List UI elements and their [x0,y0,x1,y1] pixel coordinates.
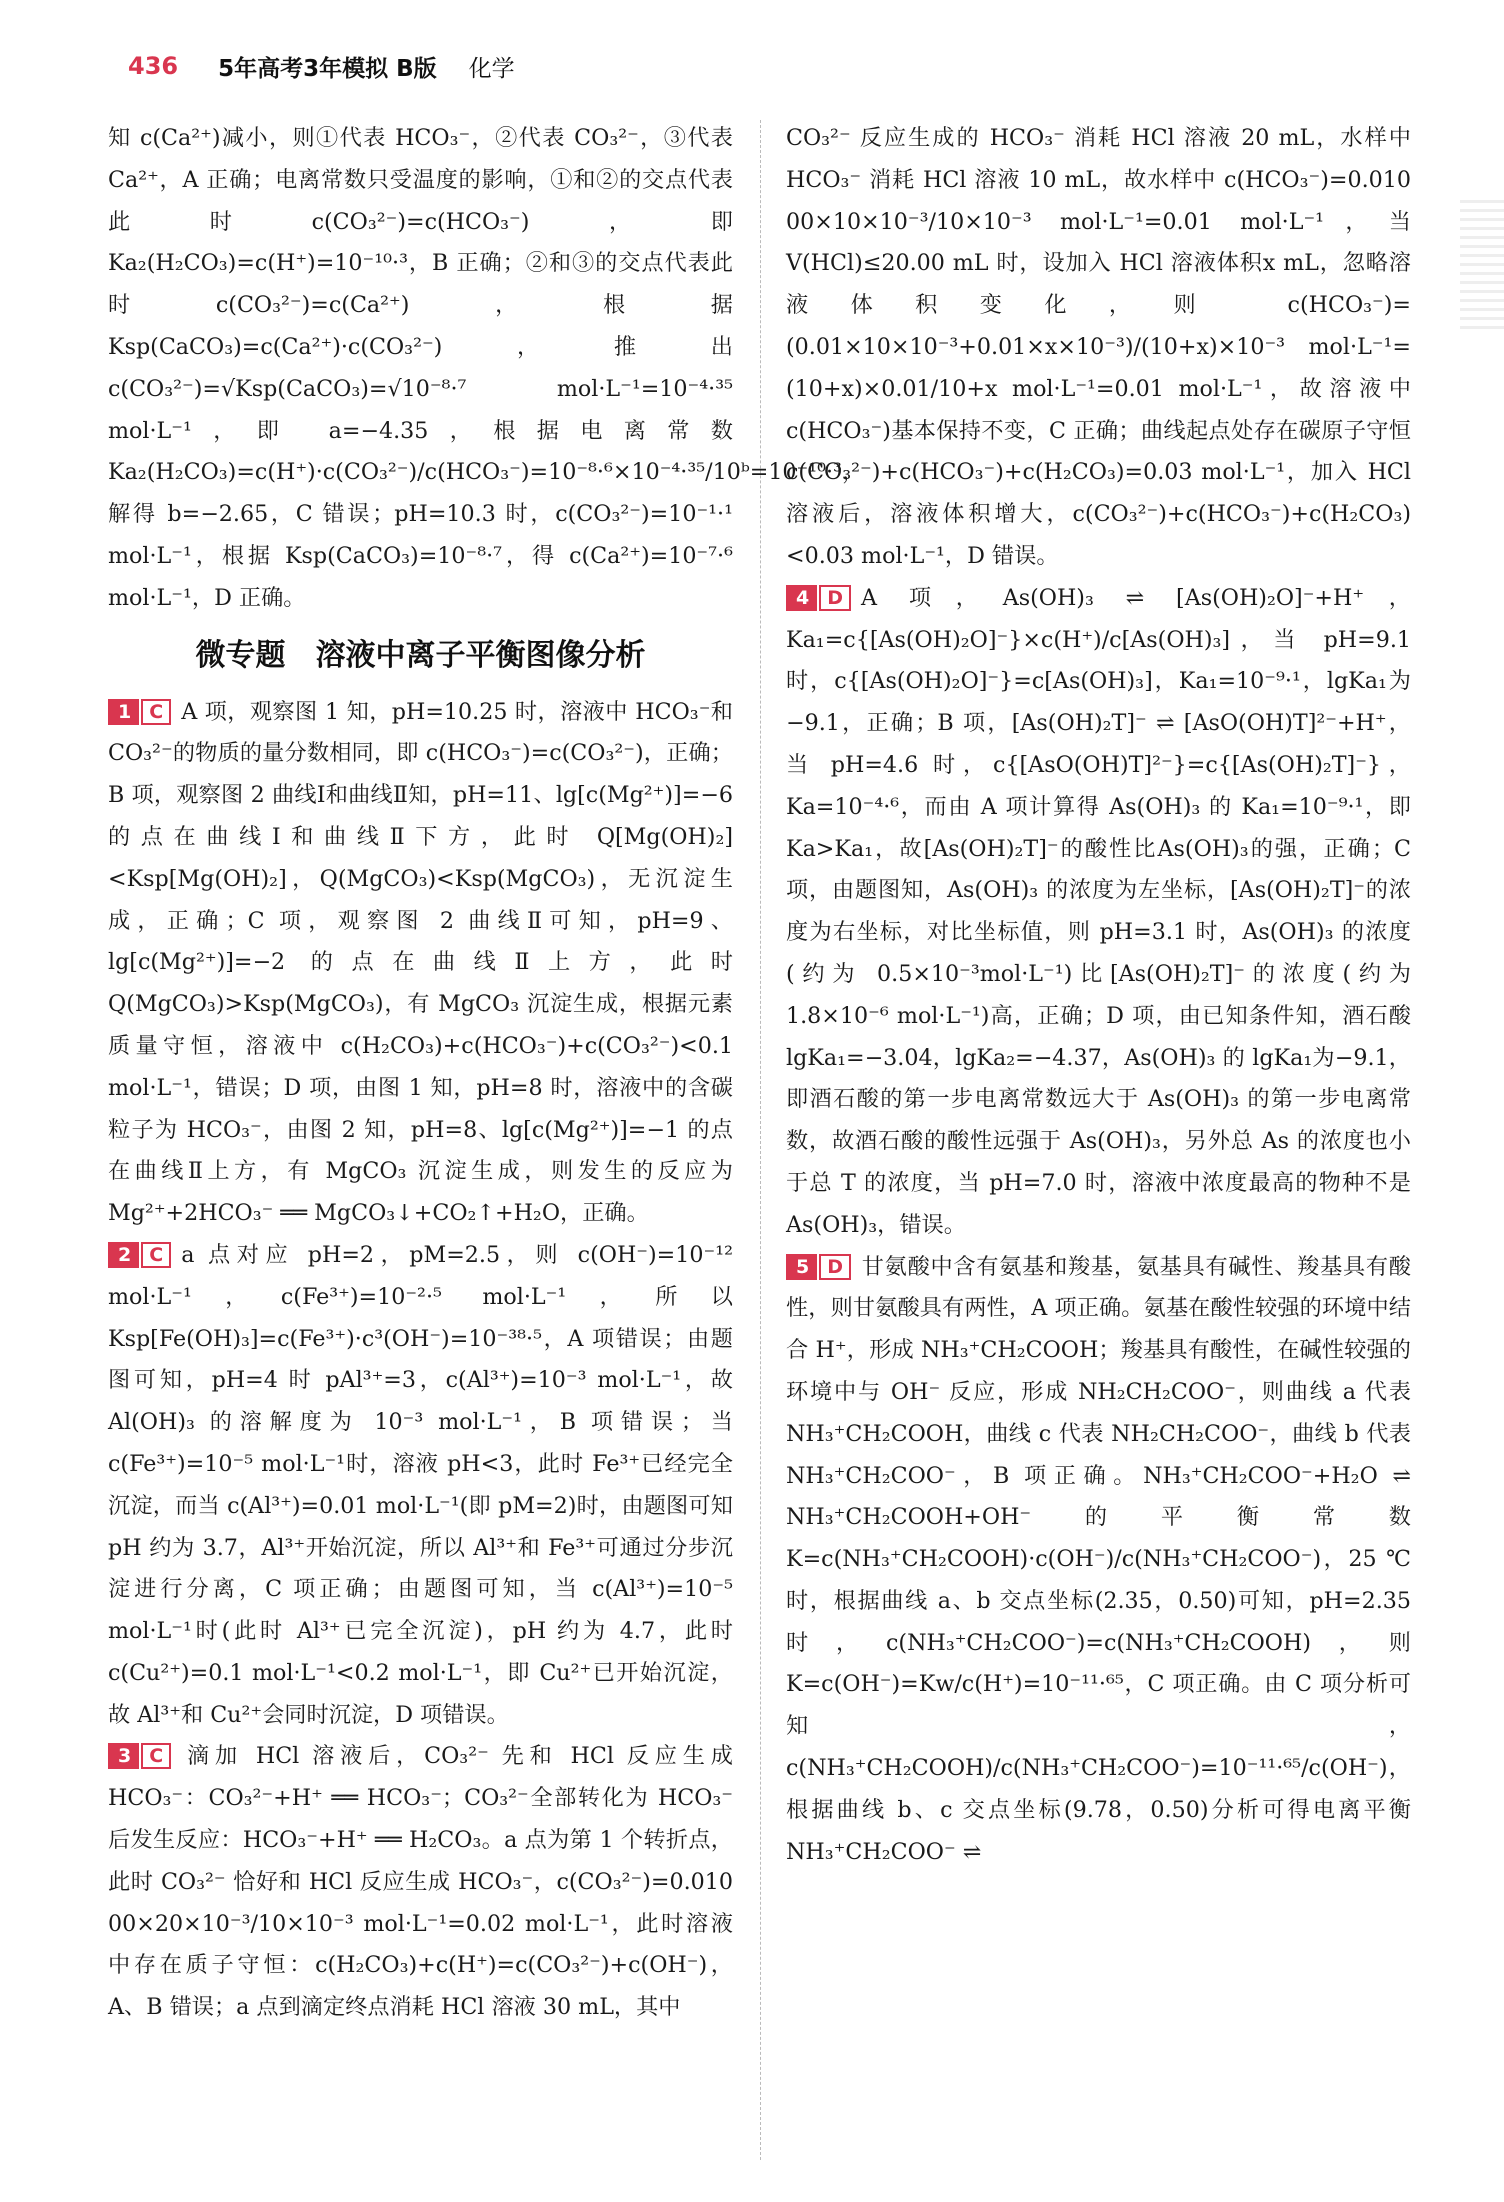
continued-answer-text: 知 c(Ca²⁺)减小，则①代表 HCO₃⁻，②代表 CO₃²⁻，③代表 Ca²⁺，A 正确；电离常数只受温度的影响，①和②的交点代表此时c(CO₃²⁻)=c(HCO₃⁻)，即Ka₂(H₂CO₃)=c(H⁺)=10⁻¹⁰·³，B 正确；②和③的交点代表此时c(CO₃²⁻)=c(Ca²⁺)，根据 Ksp(CaCO₃)=c(Ca²⁺)·c(CO₃²⁻)，推出 c(CO₃²⁻)=√Ksp(CaCO₃)=√10⁻⁸·⁷ mol·L⁻¹=10⁻⁴·³⁵ mol·L⁻¹，即 a=−4.35，根据电离常数 Ka₂(H₂CO₃)=c(H⁺)·c(CO₃²⁻)/c(HCO₃⁻)=10⁻⁸·⁶×10⁻⁴·³⁵/10ᵇ=10⁻¹⁰·³，解得 b=−2.65，C 错误；pH=10.3 时，c(CO₃²⁻)=10⁻¹·¹ mol·L⁻¹，根据 Ksp(CaCO₃)=10⁻⁸·⁷，得 c(Ca²⁺)=10⁻⁷·⁶ mol·L⁻¹，D 正确。 [108,125,865,611]
answer-1-text: A 项，观察图 1 知，pH=10.25 时，溶液中 HCO₃⁻和 CO₃²⁻的物质的量分数相同，即 c(HCO₃⁻)=c(CO₃²⁻)，正确；B 项，观察图 2 曲线Ⅰ和曲线Ⅱ知，pH=11、lg[c(Mg²⁺)]=−6 的点在曲线Ⅰ和曲线Ⅱ下方，此时 Q[Mg(OH)₂]<Ksp[Mg(OH)₂]，Q(MgCO₃)<Ksp(MgCO₃)，无沉淀生成，正确；C 项，观察图 2 曲线Ⅱ可知，pH=9、lg[c(Mg²⁺)]=−2 的点在曲线Ⅱ上方，此时 Q(MgCO₃)>Ksp(MgCO₃)，有 MgCO₃ 沉淀生成，根据元素质量守恒，溶液中 c(H₂CO₃)+c(HCO₃⁻)+c(CO₃²⁻)<0.1 mol·L⁻¹，错误；D 项，由图 1 知，pH=8 时，溶液中的含碳粒子为 HCO₃⁻，由图 2 知，pH=8、lg[c(Mg²⁺)]=−1 的点在曲线Ⅱ上方，有 MgCO₃ 沉淀生成，则发生的反应为 Mg²⁺+2HCO₃⁻ ══ MgCO₃↓+CO₂↑+H₂O，正确。 [108,698,733,1227]
answer-4-text: A 项，As(OH)₃ ⇌ [As(OH)₂O]⁻+H⁺，Ka₁=c{[As(OH)₂O]⁻}×c(H⁺)/c[As(OH)₃]，当 pH=9.1 时，c{[As(OH)₂O]⁻}=c[As(OH)₃]，Ka₁=10⁻⁹·¹，lgKa₁为−9.1，正确；B 项，[As(OH)₂T]⁻ ⇌ [AsO(OH)T]²⁻+H⁺，当 pH=4.6 时，c{[AsO(OH)T]²⁻}=c{[As(OH)₂T]⁻}，Ka=10⁻⁴·⁶，而由 A 项计算得 As(OH)₃ 的 Ka₁=10⁻⁹·¹，即 Ka>Ka₁，故[As(OH)₂T]⁻的酸性比As(OH)₃的强，正确；C 项，由题图知，As(OH)₃ 的浓度为左坐标，[As(OH)₂T]⁻的浓度为右坐标，对比坐标值，则 pH=3.1 时，As(OH)₃ 的浓度(约为 0.5×10⁻³mol·L⁻¹)比[As(OH)₂T]⁻的浓度(约为 1.8×10⁻⁶ mol·L⁻¹)高，正确；D 项，由已知条件知，酒石酸 lgKa₁=−3.04，lgKa₂=−4.37，As(OH)₃ 的 lgKa₁为−9.1，即酒石酸的第一步电离常数远大于 As(OH)₃ 的第一步电离常数，故酒石酸的酸性远强于 As(OH)₃，另外总 As 的浓度也小于总 T 的浓度，当 pH=7.0 时，溶液中浓度最高的物种不是 As(OH)₃，错误。 [786,584,1411,1238]
answer-3 [108,1736,733,2029]
right-column [786,118,1411,1873]
subject-label: 化学 [468,55,515,82]
book-title: 5年高考3年模拟 B版 [218,55,437,82]
continued-answer-text: CO₃²⁻ 反应生成的 HCO₃⁻ 消耗 HCl 溶液 20 mL，水样中 HCO₃⁻ 消耗 HCl 溶液 10 mL，故水样中 c(HCO₃⁻)=0.010 00×10×10⁻³/10×10⁻³ mol·L⁻¹=0.01 mol·L⁻¹，当V(HCl)≤20.00 mL 时，设加入 HCl 溶液体积x mL，忽略溶液体积变化，则 c(HCO₃⁻)=(0.01×10×10⁻³+0.01×x×10⁻³)/(10+x)×10⁻³ mol·L⁻¹=(10+x)×0.01/10+x mol·L⁻¹=0.01 mol·L⁻¹，故溶液中 c(HCO₃⁻)基本保持不变，C 正确；曲线起点处存在碳原子守恒 c(CO₃²⁻)+c(HCO₃⁻)+c(H₂CO₃)=0.03 mol·L⁻¹，加入 HCl 溶液后，溶液体积增大，c(CO₃²⁻)+c(HCO₃⁻)+c(H₂CO₃)<0.03 mol·L⁻¹，D 错误。 [786,125,1411,569]
page-number: 436 [128,52,179,80]
answer-1 [108,692,733,1235]
answer-choice-badge: C [141,1743,171,1769]
answer-2-text: a 点对应 pH=2，pM=2.5，则 c(OH⁻)=10⁻¹² mol·L⁻¹，c(Fe³⁺)=10⁻²·⁵ mol·L⁻¹，所以 Ksp[Fe(OH)₃]=c(Fe³⁺)·c³(OH⁻)=10⁻³⁸·⁵，A 项错误；由题图可知，pH=4 时 pAl³⁺=3，c(Al³⁺)=10⁻³ mol·L⁻¹，故 Al(OH)₃ 的溶解度为 10⁻³ mol·L⁻¹，B 项错误；当 c(Fe³⁺)=10⁻⁵ mol·L⁻¹时，溶液 pH<3，此时 Fe³⁺已经完全沉淀，而当 c(Al³⁺)=0.01 mol·L⁻¹(即 pM=2)时，由题图可知 pH 约为 3.7，Al³⁺开始沉淀，所以 Al³⁺和 Fe³⁺可通过分步沉淀进行分离，C 项正确；由题图可知，当 c(Al³⁺)=10⁻⁵ mol·L⁻¹时(此时 Al³⁺已完全沉淀)，pH 约为 4.7，此时 c(Cu²⁺)=0.1 mol·L⁻¹<0.2 mol·L⁻¹，即 Cu²⁺已开始沉淀，故 Al³⁺和 Cu²⁺会同时沉淀，D 项错误。 [108,1241,733,1728]
answer-choice-badge: D [819,1254,851,1280]
left-column [108,118,865,2029]
answer-choice-badge: C [141,1242,171,1268]
page-header [128,46,515,86]
answer-3-text: 滴加 HCl 溶液后，CO₃²⁻ 先和 HCl 反应生成 HCO₃⁻：CO₃²⁻+H⁺ ══ HCO₃⁻；CO₃²⁻全部转化为 HCO₃⁻ 后发生反应：HCO₃⁻+H⁺ ══ H₂CO₃。a 点为第 1 个转折点，此时 CO₃²⁻ 恰好和 HCl 反应生成 HCO₃⁻，c(CO₃²⁻)=0.010 00×20×10⁻³/10×10⁻³ mol·L⁻¹=0.02 mol·L⁻¹，此时溶液中存在质子守恒：c(H₂CO₃)+c(H⁺)=c(CO₃²⁻)+c(OH⁻)，A、B 错误；a 点到滴定终点消耗 HCl 溶液 30 mL，其中 [108,1743,733,2021]
question-number-badge: 1 [108,699,139,725]
answer-choice-badge: C [141,699,171,725]
question-number-badge: 2 [108,1242,139,1268]
column-divider [760,120,761,2160]
question-number-badge: 4 [786,585,817,611]
section-title: 微专题 溶液中离子平衡图像分析 [195,637,646,673]
answer-4 [786,578,1411,1247]
question-number-badge: 3 [108,1743,139,1769]
question-number-badge: 5 [786,1254,817,1280]
answer-5 [786,1247,1411,1874]
answer-2 [108,1235,733,1737]
answer-choice-badge: D [819,585,851,611]
page-edge-shadow [1460,200,1504,330]
answer-5-text: 甘氨酸中含有氨基和羧基，氨基具有碱性、羧基具有酸性，则甘氨酸具有两性，A 项正确。氨基在酸性较强的环境中结合 H⁺，形成 NH₃⁺CH₂COOH；羧基具有酸性，在碱性较强的环境中与 OH⁻ 反应，形成 NH₂CH₂COO⁻，则曲线 a 代表 NH₃⁺CH₂COOH，曲线 c 代表 NH₂CH₂COO⁻，曲线 b 代表 NH₃⁺CH₂COO⁻，B 项正确。NH₃⁺CH₂COO⁻+H₂O ⇌ NH₃⁺CH₂COOH+OH⁻的平衡常数 K=c(NH₃⁺CH₂COOH)·c(OH⁻)/c(NH₃⁺CH₂COO⁻)，25 ℃时，根据曲线 a、b 交点坐标(2.35，0.50)可知，pH=2.35 时，c(NH₃⁺CH₂COO⁻)=c(NH₃⁺CH₂COOH)，则 K=c(OH⁻)=Kw/c(H⁺)=10⁻¹¹·⁶⁵，C 项正确。由 C 项分析可知，c(NH₃⁺CH₂COOH)/c(NH₃⁺CH₂COO⁻)=10⁻¹¹·⁶⁵/c(OH⁻)，根据曲线 b、c 交点坐标(9.78，0.50)分析可得电离平衡 NH₃⁺CH₂COO⁻ ⇌ [786,1253,1411,1865]
